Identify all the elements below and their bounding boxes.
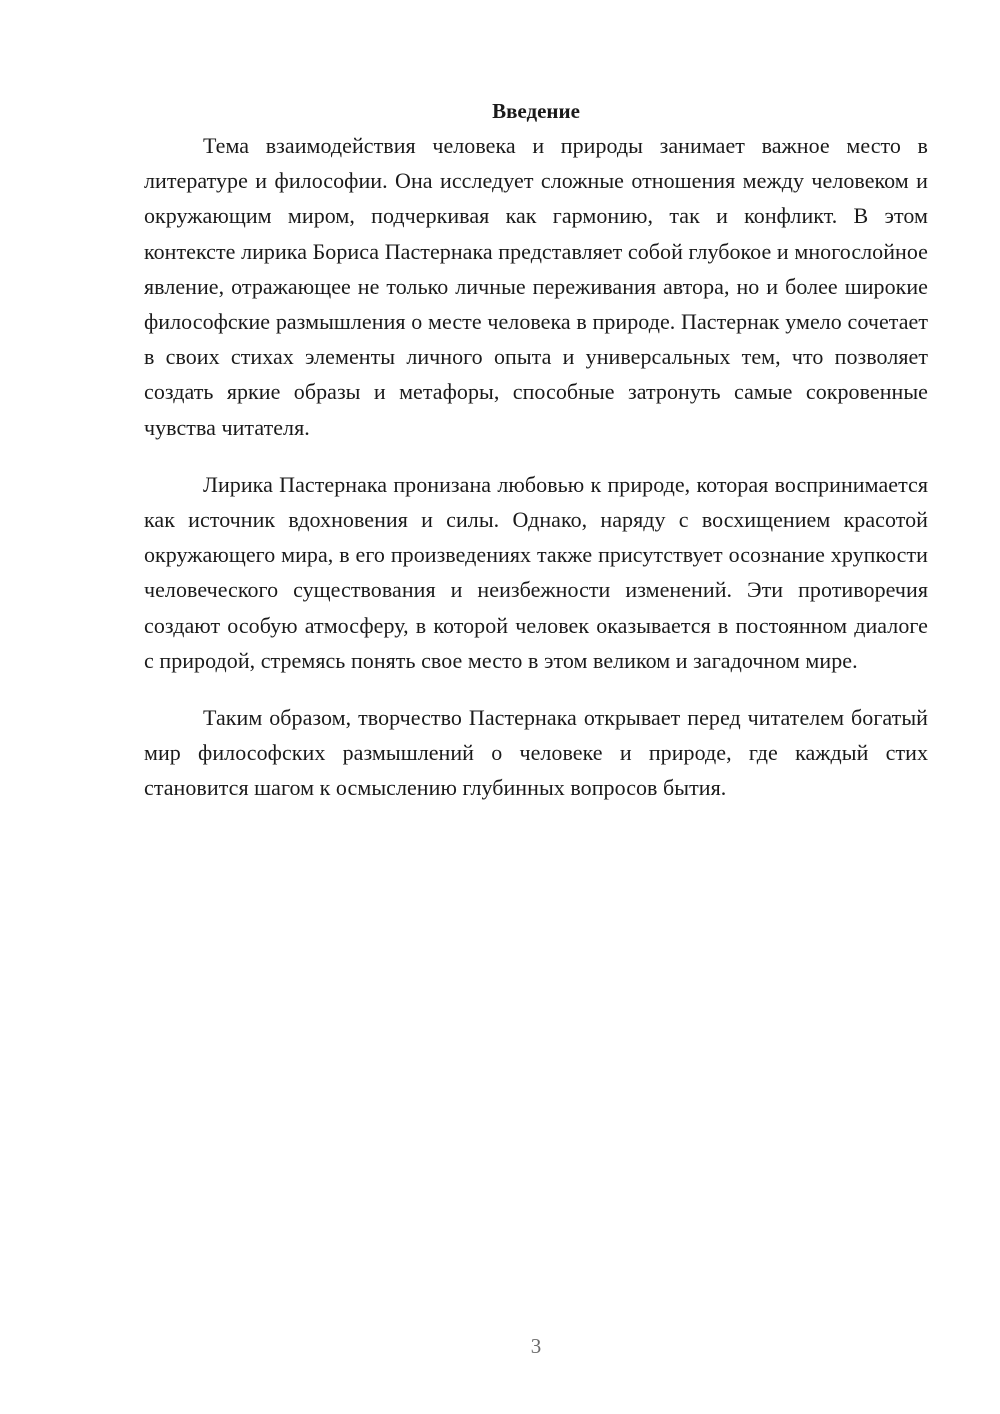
paragraph-1: Тема взаимодействия человека и природы занимает важное место в литературе и философии. Она исследует сложные отношения между человеком и окружающим миром, подчеркивая как гармонию, так и конфликт. В этом контексте лирика Бориса Пастернака представляет собой глубокое и многослойное явление, отражающее не только личные переживания автора, но и более широкие философские размышления о месте человека в природе. Пастернак умело сочетает в своих стихах элементы личного опыта и универсальных тем, что позволяет создать яркие образы и метафоры, способные затронуть самые сокровенные чувства читателя. (144, 133, 928, 440)
page-content (144, 96, 928, 828)
page-number: 3 (530, 1334, 542, 1358)
paragraph-3: Таким образом, творчество Пастернака открывает перед читателем богатый мир философских размышлений о человеке и природе, где каждый стих становится шагом к осмыслению глубинных вопросов бытия. (144, 705, 928, 801)
paragraph-2: Лирика Пастернака пронизана любовью к природе, которая воспринимается как источник вдохновения и силы. Однако, наряду с восхищением красотой окружающего мира, в его произведениях также присутствует осознание хрупкости человеческого существования и неизбежности изменений. Эти противоречия создают особую атмосферу, в которой человек оказывается в постоянном диалоге с природой, стремясь понять свое место в этом великом и загадочном мире. (144, 471, 928, 673)
section-heading: Введение (492, 99, 580, 123)
